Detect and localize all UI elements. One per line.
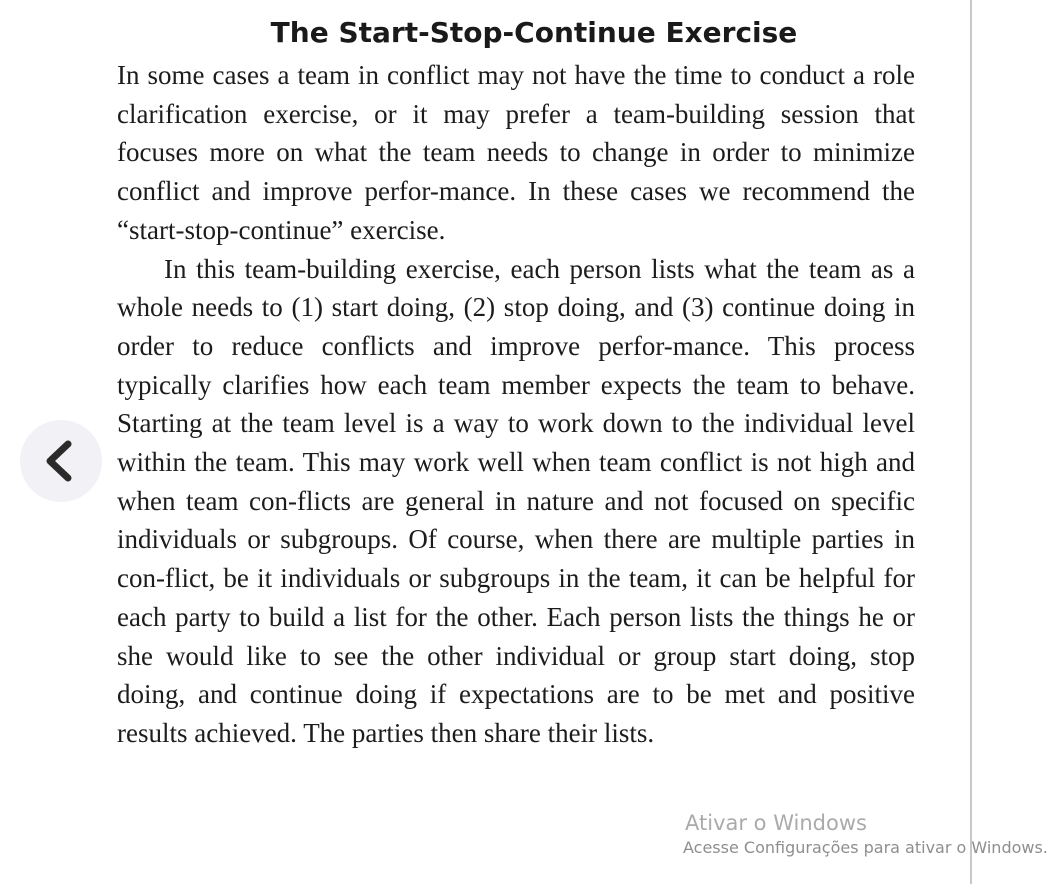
document-page [117, 10, 915, 753]
chevron-left-icon [20, 420, 102, 502]
windows-activation-watermark [683, 810, 1048, 858]
previous-page-button[interactable] [20, 420, 102, 502]
page-title: The Start-Stop-Continue Exercise [270, 16, 798, 49]
watermark-subtitle: Acesse Configurações para ativar o Windows. [683, 838, 1048, 857]
watermark-title: Ativar o Windows [685, 811, 867, 835]
paragraph-exercise: In this team-building exercise, each person lists what the team as a whole needs to (1) start doing, (2) stop doing, and (3) continue doing in order to reduce conflicts and improve perfor-mance. This process typically clarifies how each team member expects the team to behave. Starting at the team level is a way to work down to the individual level within the team. This may work well when team conflict is not high and when team con-flicts are general in nature and not focused on specific individuals or subgroups. Of course, when there are multiple parties in con-flict, be it individuals or subgroups in the team, it can be helpful for each party to build a list for the other. Each person lists the things he or she would like to see the other individual or group start doing, stop doing, and continue doing if expectations are to be met and positive results achieved. The parties then share their lists. [117, 253, 915, 748]
page-edge [970, 0, 972, 884]
paragraph-intro: In some cases a team in conflict may not have the time to conduct a role clarification exercise, or it may prefer a team-building session that focuses more on what the team needs to change in order to minimize conflict and improve perfor-mance. In these cases we recommend the “start-stop-continue” exercise. [117, 60, 915, 245]
